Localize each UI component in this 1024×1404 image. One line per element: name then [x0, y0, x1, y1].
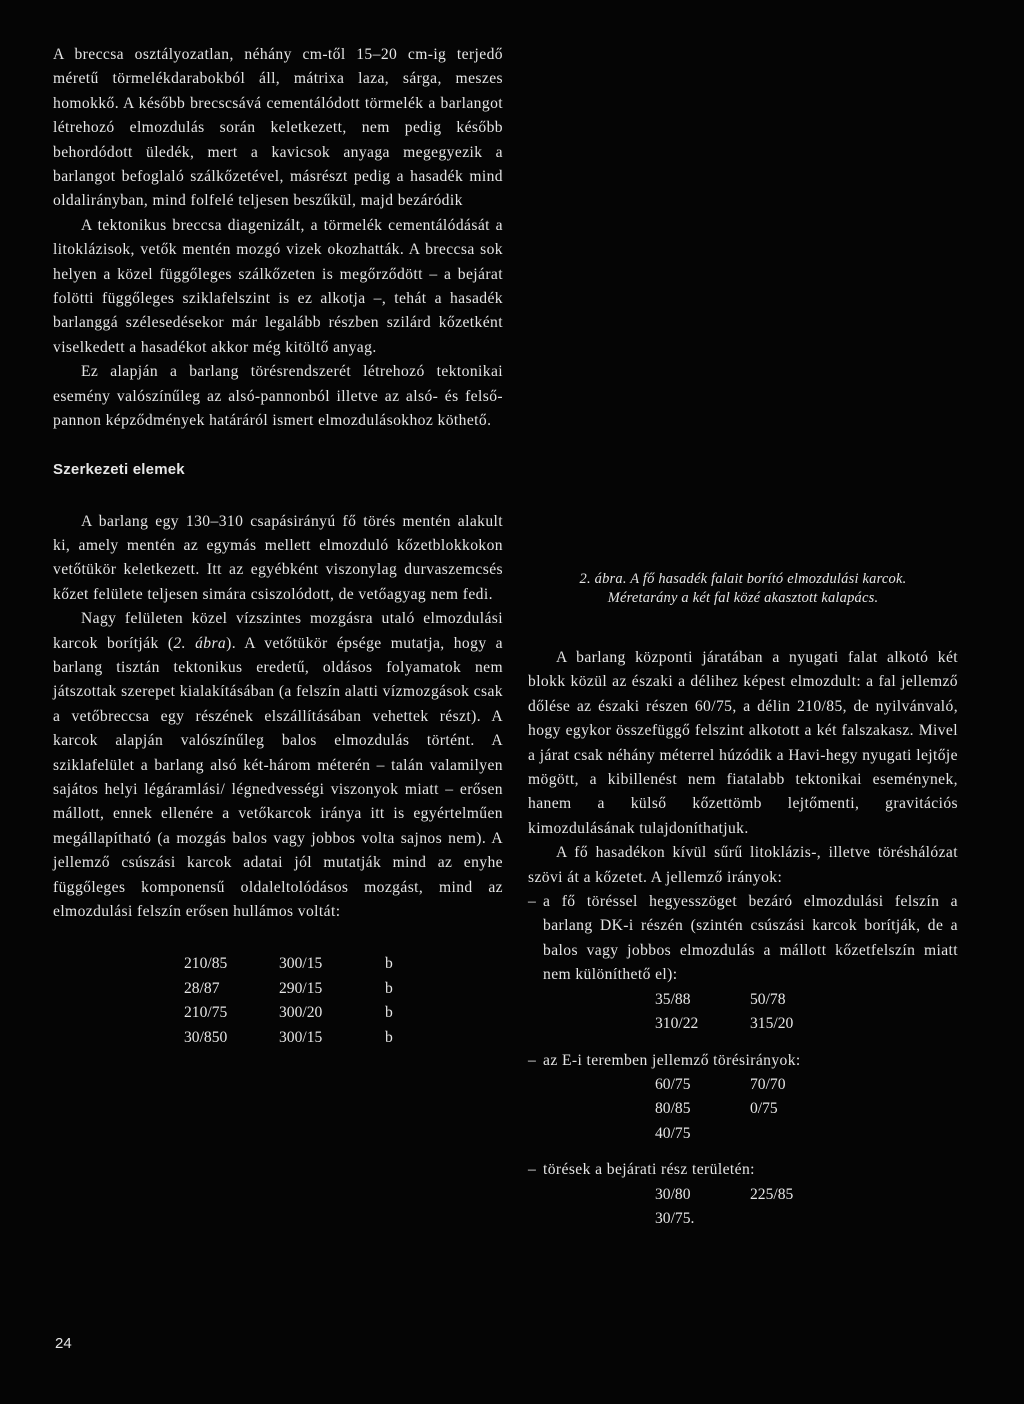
table-row: [184, 1026, 393, 1050]
table-cell: 310/22: [655, 1015, 699, 1033]
list-item-text: törések a bejárati rész területén:: [543, 1161, 755, 1179]
table-cell: 210/85: [184, 955, 228, 973]
table-row: [655, 1122, 786, 1146]
fracture-data-table: [655, 1183, 793, 1232]
table-row: [184, 977, 393, 1001]
table-cell: 80/85: [655, 1100, 691, 1118]
paragraph: A barlang egy 130–310 csapásirányú fő törés mentén alakult ki, amely mentén az egymás mellett elmozduló kőzetblokkokon vetőtükör keletkezett. Itt az egyébként viszonylag durvaszemcsés kőzet felülete teljesen simára csiszolódott, de vetőagyag nem fedi.: [53, 512, 503, 603]
table-row: [655, 1012, 793, 1036]
table-cell: b: [385, 1004, 393, 1022]
table-cell: b: [385, 979, 393, 997]
table-cell: 50/78: [750, 990, 786, 1008]
table-row: [184, 1001, 393, 1025]
fracture-data-table: [655, 988, 793, 1037]
table-row: [655, 1183, 793, 1207]
table-cell: b: [385, 1028, 393, 1046]
paragraph: A tektonikus breccsa diagenizált, a törmelék cementálódását a litoklázisok, vetők mentén mozgó vizek okozhatták. A breccsa sok helyen a közel függőleges szálkőzeten is megőrződött – a bejárat folötti függőleges sziklafelszint is ez alkotja –, tehát a hasadék barlanggá szélesedésekor már legalább részben szilárd kőzetként viselkedett a hasadékot akkor még kitöltő anyag.: [53, 216, 503, 356]
table-cell: 0/75: [750, 1100, 778, 1118]
table-cell: 300/20: [279, 1004, 323, 1022]
dash-marker: –: [528, 1051, 537, 1069]
table-cell: 300/15: [279, 955, 323, 973]
table-cell: 60/75: [655, 1075, 691, 1093]
left-column: [53, 43, 503, 1050]
paragraph-text: ). A vetőtükör épsége mutatja, hogy a barlang tisztán tektonikus eredetű, oldásos folyamatok nem játszottak szerepet kialakításában (a felszín alatti vízmozgások csak a vetőbreccsa egy részének elszállításában vehettek részt). A karcok alapján valószínűleg balos elmozdulás történt. A sziklafelület a barlang alsó két-három méterén – talán valamilyen sajátos helyi légáramlási/ légnedvességi viszonyok miatt – erősen mállott, ennek ellenére a vetőkarcok iránya itt is egyértelműen megállapítható (a mozgás balos vagy jobbos volta sajnos nem). A jellemző csúszási karcok adatai jól mutatják mind az enyhe függőleges komponensű oldaleltolódásos mozgást, mind az elmozdulási felszín erősen hullámos voltát:: [53, 634, 503, 920]
list-item: [528, 890, 958, 988]
paragraph: [53, 607, 503, 924]
figure-reference: 2. ábra: [173, 634, 227, 652]
table-cell: 28/87: [184, 979, 220, 997]
paragraph: A barlang központi járatában a nyugati falat alkotó két blokk közül az északi a délihez képest elmozdult: a fal jellemző dőlése az északi részen 60/75, a délin 210/85, de nyilvánvaló, hogy egykor összefüggő felszint alkotott a két falszakasz. Mivel a járat csak néhány méterrel húzódik a Havi-hegy nyugati lejtője mögött, a kibillenést nem fiatalabb tektonikai eseménynek, hanem a külső kőzettömb lejtőmenti, gravitációs kimozdulásának tulajdoníthatjuk.: [528, 649, 958, 837]
table-cell: 225/85: [750, 1185, 794, 1203]
table-cell: 40/75: [655, 1124, 691, 1142]
table-cell: [750, 1122, 786, 1146]
table-cell: 70/70: [750, 1075, 786, 1093]
paragraph: A breccsa osztályozatlan, néhány cm-től 15–20 cm-ig terjedő méretű törmelékdarabokból áll, mátrixa laza, sárga, meszes homokkő. A később brecscsává cementálódott törmelék a barlangot létrehozó elmozdulás során keletkezett, nem pedig később behordódott üledék, mert a kavicsok anyaga megegyezik a barlangot befoglaló szálkőzetével, másrészt pedig a hasadék mind oldalirányban, mind folfelé teljesen beszűkül, majd bezáródik: [53, 46, 503, 210]
list-item-text: a fő töréssel hegyesszöget bezáró elmozdulási felszín a barlang DK-i részén (szintén csúszási karcok borítják, de a balos vagy jobbos elmozdulás a mállott kőzetfelszín miatt nem különíthető el):: [543, 893, 958, 984]
table-cell: 30/80: [655, 1185, 691, 1203]
table-row: [655, 1207, 793, 1231]
table-cell: 30/850: [184, 1028, 228, 1046]
table-row: [655, 1073, 786, 1097]
table-cell: b: [385, 955, 393, 973]
page-number: 24: [55, 1335, 72, 1352]
paragraph-text: Nagy felületen közel vízszintes mozgásra utaló elmozdulási karcok borítják (: [53, 610, 503, 652]
section-heading: Szerkezeti elemek: [53, 460, 185, 478]
dash-marker: –: [528, 893, 537, 911]
table-cell: 30/75.: [655, 1209, 695, 1227]
list-item: [528, 1158, 958, 1182]
caption-line: 2. ábra. A fő hasadék falait borító elmozdulási karcok.: [579, 571, 907, 587]
table-row: [184, 952, 393, 976]
table-cell: 300/15: [279, 1028, 323, 1046]
table-cell: [750, 1207, 793, 1231]
list-item-text: az E-i teremben jellemző törésirányok:: [543, 1051, 801, 1069]
table-cell: 210/75: [184, 1004, 228, 1022]
table-cell: 315/20: [750, 1015, 794, 1033]
striation-data-table: [184, 952, 393, 1050]
table-cell: 290/15: [279, 979, 323, 997]
caption-line: Méretarány a két fal közé akasztott kalapács.: [607, 590, 879, 606]
table-row: [655, 1097, 786, 1121]
paragraph: Ez alapján a barlang törésrendszerét létrehozó tektonikai esemény valószínűleg az alsó-pannonból illetve az alsó- és felső-pannon képződmények határáról ismert elmozdulásokhoz köthető.: [53, 363, 503, 430]
figure-caption: [528, 570, 958, 608]
right-column: [528, 570, 958, 1231]
table-cell: 35/88: [655, 990, 691, 1008]
table-row: [655, 988, 793, 1012]
paragraph: A fő hasadékon kívül sűrű litoklázis-, illetve töréshálózat szövi át a kőzetet. A jellemző irányok:: [528, 844, 958, 886]
fracture-data-table: [655, 1073, 786, 1146]
dash-marker: –: [528, 1161, 537, 1179]
list-item: [528, 1049, 958, 1073]
